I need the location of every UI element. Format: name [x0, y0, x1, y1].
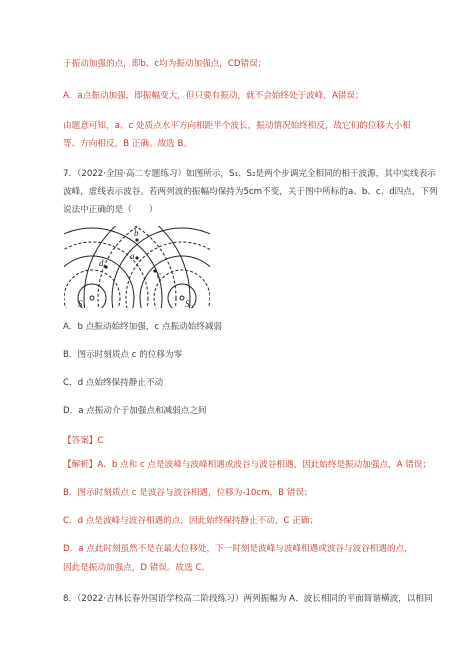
option-d: D．a 点振动介于加强点和减弱点之间 [63, 406, 207, 416]
point-d [104, 265, 107, 268]
source-s2-dot [180, 296, 184, 300]
label-d: d [99, 258, 104, 268]
analysis-line-1: 【解析】A．b 点和 c 点是波峰与波峰相遇或波谷与波谷相遇，因此始终是振动加强点，A 错误； [63, 460, 432, 470]
source-s1-dot [90, 296, 94, 300]
text-line-2: A．a点振动加强，即振幅变大，但只要有振动，就不会始终处于波峰，A错误； [63, 91, 364, 101]
interference-diagram [64, 226, 210, 308]
point-a [135, 256, 138, 259]
text-line-3: 由题意可知，a、c 处质点水平方向相距半个波长，振动情况始终相反，故它们的位移大小相 [63, 121, 411, 131]
question-7-line-1: 7．（2022·全国·高二专题练习）如图所示，S₁、S₂是两个步调完全相同的相干波源，其中实线表示 [63, 169, 436, 179]
question-8-line-1: 8．（2022·吉林长春外国语学校高二阶段练习）两列振幅为 A、波长相同的平面简谐横波，以相同 [63, 594, 433, 604]
question-7-line-3: 说法中正确的是（ ） [63, 205, 158, 215]
text-line-4: 等、方向相反，B 正确。故选 B。 [63, 139, 192, 149]
point-b [135, 238, 138, 241]
text-line-1: 于振动加强的点，即b、c均为振动加强点，CD错误； [63, 59, 267, 69]
label-s2: S₂ [185, 299, 193, 308]
question-7-line-2: 波峰，虚线表示波谷。若两列波的振幅均保持为5cm不变，关于图中所标的a、b、c、d四点，下列 [63, 187, 438, 197]
label-a: a [130, 251, 135, 261]
answer-line: 【答案】C [63, 436, 104, 446]
analysis-line-4: D．a 点此时刻虽然不是在最大位移处，下一时刻是波峰与波峰相遇或波谷与波谷相遇的点， [63, 544, 413, 554]
option-b: B．图示时刻质点 c 的位移为零 [63, 350, 183, 360]
option-c: C．d 点始终保持静止不动 [63, 378, 164, 388]
analysis-line-3: C．d 点是波峰与波谷相遇的点，因此始终保持静止不动，C 正确； [63, 516, 318, 526]
label-b: b [134, 228, 139, 238]
analysis-line-2: B．图示时刻质点 c 是波谷与波谷相遇，位移为-10cm，B 错误； [63, 488, 313, 498]
label-s1: S₁ [78, 299, 86, 308]
label-c: c [157, 270, 161, 280]
option-a: A．b 点振动始终加强，c 点振动始终减弱 [63, 322, 223, 332]
analysis-line-5: 因此是振动加强点，D 错误。故选 C。 [63, 563, 210, 573]
